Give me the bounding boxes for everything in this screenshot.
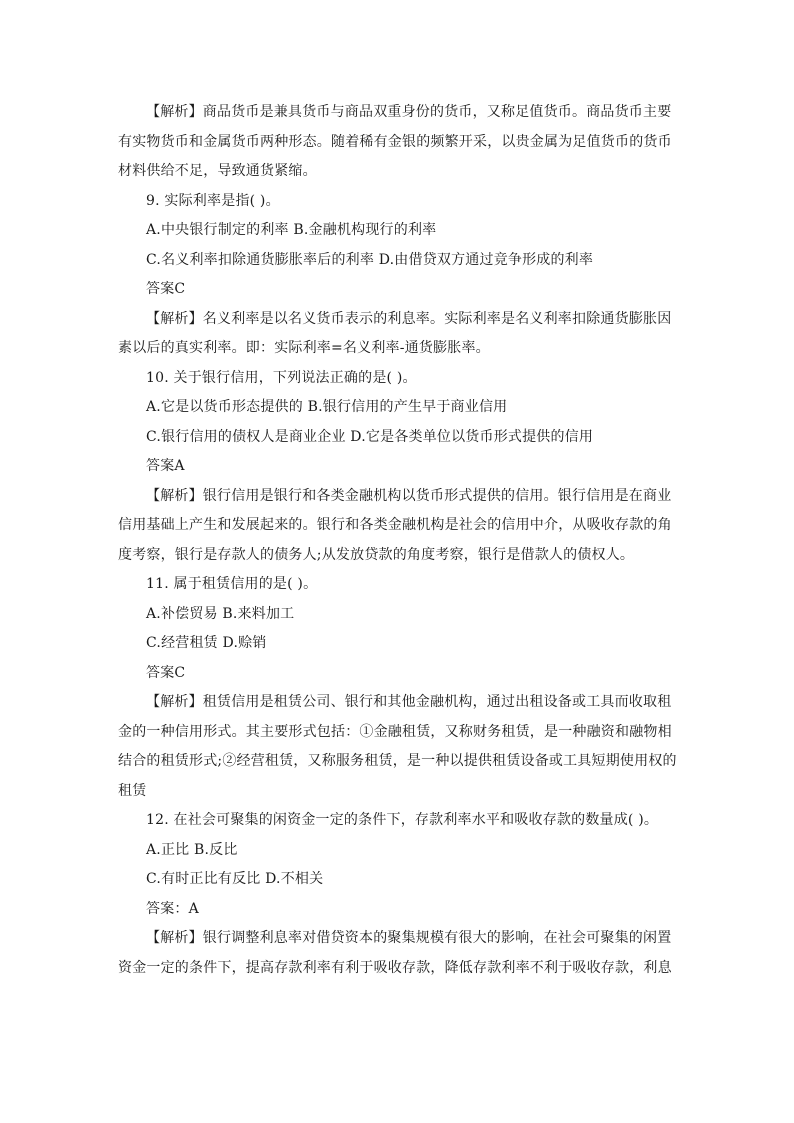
question-12-answer: 答案：A [146,900,199,917]
question-10: 10. 关于银行信用，下列说法正确的是( )。 [146,369,417,386]
analysis-paragraph-12: 【解析】银行调整利息率对借贷资本的聚集规模有很大的影响，在社会可聚集的闲置资金一定的条件下，提高存款利率有利于吸收存款，降低存款利率不利于吸收存款，利息 [118,930,672,976]
question-10-options-cd: C.银行信用的债权人是商业企业 D.它是各类单位以货币形式提供的信用 [146,428,594,445]
question-9: 9. 实际利率是指( )。 [146,192,280,209]
question-11-options-cd: C.经营租赁 D.赊销 [146,635,267,651]
question-10-answer: 答案A [146,458,185,474]
question-12-options-ab: A.正比 B.反比 [146,841,238,858]
question-12-options-cd: C.有时正比有反比 D.不相关 [146,871,324,887]
question-11: 11. 属于租赁信用的是( )。 [146,576,318,592]
analysis-paragraph-10: 【解析】银行信用是银行和各类金融机构以货币形式提供的信用。银行信用是在商业信用基础上产生和发展起来的。银行和各类金融机构是社会的信用中介，从吸收存款的角度考察，银行是存款人的债务人;从发放贷款的角度考察，银行是借款人的债权人。 [118,487,672,563]
question-11-options-ab: A.补偿贸易 B.来料加工 [146,605,295,622]
document-body [118,98,678,983]
question-12: 12. 在社会可聚集的闲资金一定的条件下，存款利率水平和吸收存款的数量成( )。 [146,812,659,828]
question-11-answer: 答案C [146,664,186,681]
question-10-options-ab: A.它是以货币形态提供的 B.银行信用的产生早于商业信用 [146,399,508,415]
analysis-paragraph-9: 【解析】名义利率是以名义货币表示的利息率。实际利率是名义利率扣除通货膨胀因素以后的真实利率。即：实际利率=名义利率-通货膨胀率。 [118,310,672,356]
analysis-paragraph-11: 【解析】租赁信用是租赁公司、银行和其他金融机构，通过出租设备或工具而收取租金的一种信用形式。其主要形式包括：①金融租赁，又称财务租赁，是一种融资和融物相结合的租赁形式;②经营租赁，又称服务租赁，是一种以提供租赁设备或工具短期使用权的租赁 [118,694,677,799]
question-9-answer: 答案C [146,281,186,297]
question-9-options-cd: C.名义利率扣除通货膨胀率后的利率 D.由借贷双方通过竞争形成的利率 [146,251,594,268]
question-9-options-ab: A.中央银行制定的利率 B.金融机构现行的利率 [146,222,437,238]
analysis-paragraph-8: 【解析】商品货币是兼具货币与商品双重身份的货币，又称足值货币。商品货币主要有实物货币和金属货币两种形态。随着稀有金银的频繁开采，以贵金属为足值货币的货币材料供给不足，导致通货紧缩。 [118,104,672,179]
